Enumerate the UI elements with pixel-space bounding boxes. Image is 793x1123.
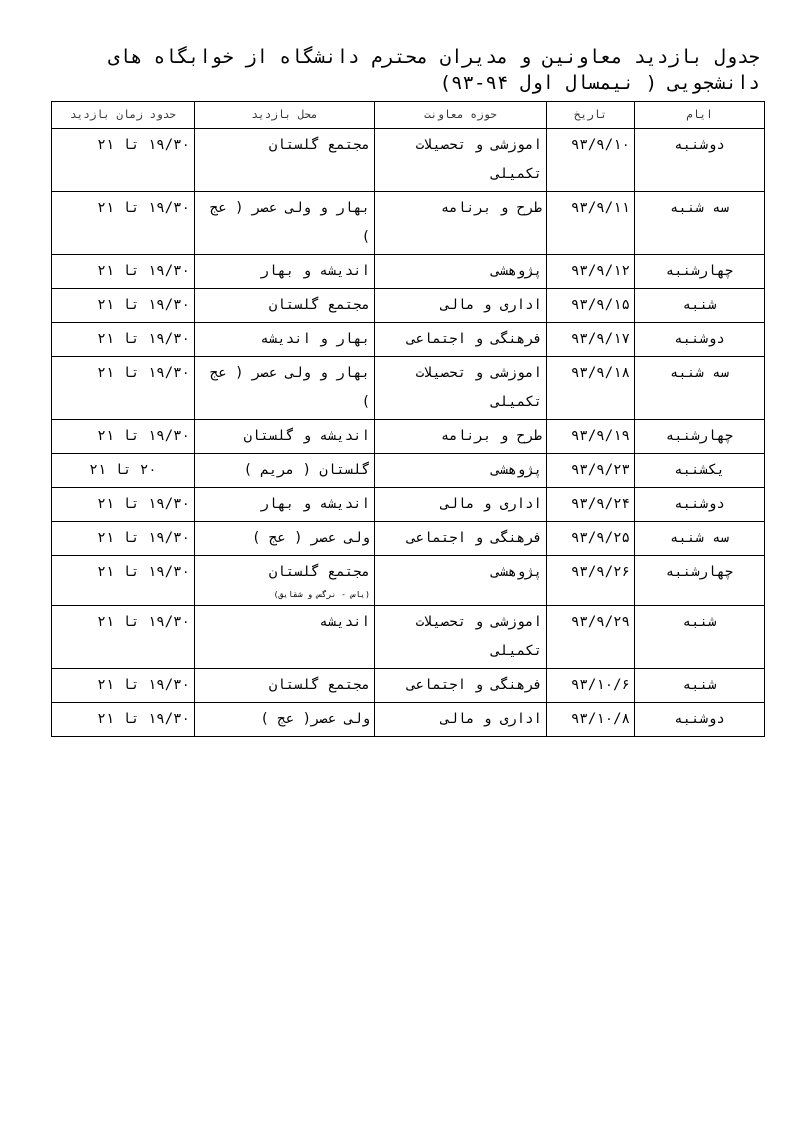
cell-time (52, 192, 195, 255)
cell-dept-text: اداری و مالی (440, 711, 542, 727)
table-row (52, 323, 765, 357)
cell-dept (375, 488, 547, 522)
cell-day (635, 289, 765, 323)
cell-date-text: ۹۳/۹/۱۵ (570, 297, 630, 313)
cell-dept-text: طرح و برنامه (440, 428, 542, 444)
cell-place (195, 556, 375, 606)
cell-place-text: بهار و ولی عصر ( عج ) (209, 365, 370, 410)
cell-dept (375, 454, 547, 488)
cell-place (195, 420, 375, 454)
table-row (52, 289, 765, 323)
cell-date (547, 606, 635, 669)
cell-time (52, 454, 195, 488)
cell-dept-text: اداری و مالی (440, 496, 542, 512)
cell-place-text: ولی عصر ( عج ) (251, 530, 370, 546)
table-row (52, 420, 765, 454)
cell-date (547, 454, 635, 488)
cell-date-text: ۹۳/۹/۲۳ (570, 462, 630, 478)
cell-time (52, 420, 195, 454)
cell-place (195, 606, 375, 669)
cell-date (547, 522, 635, 556)
cell-place (195, 289, 375, 323)
cell-place-text: بهار و ولی عصر ( عج ) (209, 200, 370, 245)
cell-dept-text: پژوهشی (491, 564, 542, 580)
cell-day-text: دوشنبه (674, 331, 725, 347)
table-row (52, 703, 765, 737)
table-row (52, 669, 765, 703)
table-row (52, 556, 765, 606)
cell-time-text: ۱۹/۳۰ تا ۲۱ (97, 200, 190, 216)
cell-date (547, 289, 635, 323)
cell-time (52, 606, 195, 669)
table-row (52, 488, 765, 522)
cell-date (547, 420, 635, 454)
cell-time (52, 703, 195, 737)
cell-date-text: ۹۳/۹/۱۰ (570, 137, 630, 153)
cell-day-text: شنبه (682, 297, 717, 313)
cell-dept (375, 420, 547, 454)
cell-place-text: بهار و اندیشه (260, 331, 370, 347)
cell-dept-text: اموزشی و تحصیلات تکمیلی (415, 137, 542, 182)
cell-time-text: ۱۹/۳۰ تا ۲۱ (97, 530, 190, 546)
cell-place (195, 357, 375, 420)
cell-day (635, 255, 765, 289)
cell-dept-text: اموزشی و تحصیلات تکمیلی (415, 365, 542, 410)
table-row (52, 192, 765, 255)
cell-day-text: چهارشنبه (665, 428, 734, 444)
cell-place (195, 488, 375, 522)
cell-date-text: ۹۳/۹/۱۲ (570, 263, 630, 279)
cell-day-text: سه شنبه (669, 530, 729, 546)
table-header-row (52, 102, 765, 129)
cell-day-text: سه شنبه (669, 365, 729, 381)
cell-day (635, 454, 765, 488)
cell-place-text: گلستان ( مریم ) (243, 462, 370, 478)
table-row (52, 606, 765, 669)
cell-place (195, 192, 375, 255)
cell-date (547, 357, 635, 420)
cell-day (635, 606, 765, 669)
cell-dept (375, 323, 547, 357)
visit-schedule-table (51, 101, 765, 737)
cell-day (635, 669, 765, 703)
cell-time-text: ۱۹/۳۰ تا ۲۱ (97, 677, 190, 693)
cell-day (635, 323, 765, 357)
header-place: محل بازدید (195, 102, 375, 129)
cell-date-text: ۹۳/۱۰/۶ (570, 677, 630, 693)
cell-time (52, 669, 195, 703)
cell-place (195, 522, 375, 556)
cell-time-text: ۱۹/۳۰ تا ۲۱ (97, 263, 190, 279)
cell-time-text: ۱۹/۳۰ تا ۲۱ (97, 496, 190, 512)
cell-dept-text: پژوهشی (491, 263, 542, 279)
cell-date (547, 192, 635, 255)
cell-place (195, 669, 375, 703)
cell-place-text: ولی عصر( عج ) (260, 711, 370, 727)
cell-place (195, 255, 375, 289)
cell-date-text: ۹۳/۹/۲۶ (570, 564, 630, 580)
cell-dept-text: اداری و مالی (440, 297, 542, 313)
title-line-2: دانشجویی ( نیمسال اول ۹۴-۹۳) (439, 72, 760, 94)
table-row (52, 129, 765, 192)
cell-dept-text: اموزشی و تحصیلات تکمیلی (415, 614, 542, 659)
cell-day (635, 522, 765, 556)
cell-place-text: مجتمع گلستان (268, 564, 370, 580)
table-row (52, 255, 765, 289)
cell-day-text: دوشنبه (674, 496, 725, 512)
cell-date (547, 129, 635, 192)
cell-place (195, 703, 375, 737)
cell-day (635, 488, 765, 522)
table-body (52, 129, 765, 737)
cell-dept-text: فرهنگی و اجتماعی (407, 530, 542, 546)
cell-time-text: ۱۹/۳۰ تا ۲۱ (97, 428, 190, 444)
cell-place-text: اندیشه و بهار (260, 496, 370, 512)
cell-place (195, 129, 375, 192)
header-time: حدود زمان بازدید (52, 102, 195, 129)
cell-dept (375, 192, 547, 255)
cell-time-text: ۱۹/۳۰ تا ۲۱ (97, 365, 190, 381)
cell-time (52, 522, 195, 556)
cell-date (547, 703, 635, 737)
cell-date-text: ۹۳/۹/۲۵ (570, 530, 630, 546)
cell-date-text: ۹۳/۹/۲۹ (570, 614, 630, 630)
cell-day (635, 556, 765, 606)
cell-time-text: ۱۹/۳۰ تا ۲۱ (97, 297, 190, 313)
cell-date-text: ۹۳/۹/۱۸ (570, 365, 630, 381)
cell-date-text: ۹۳/۹/۱۹ (570, 428, 630, 444)
cell-date-text: ۹۳/۹/۱۷ (570, 331, 630, 347)
cell-dept (375, 703, 547, 737)
cell-day-text: دوشنبه (674, 137, 725, 153)
cell-dept (375, 606, 547, 669)
cell-date (547, 556, 635, 606)
table-row (52, 454, 765, 488)
cell-dept-text: پژوهشی (491, 462, 542, 478)
cell-place-text: مجتمع گلستان (268, 297, 370, 313)
cell-day-text: چهارشنبه (665, 263, 734, 279)
cell-dept (375, 556, 547, 606)
cell-date (547, 488, 635, 522)
header-dept: حوزه معاونت (375, 102, 547, 129)
cell-day-text: دوشنبه (674, 711, 725, 727)
cell-place-text: اندیشه (319, 614, 370, 630)
cell-place-text: مجتمع گلستان (268, 677, 370, 693)
cell-dept (375, 129, 547, 192)
cell-time (52, 556, 195, 606)
cell-time (52, 289, 195, 323)
cell-day-text: یکشنبه (674, 462, 725, 478)
cell-time (52, 323, 195, 357)
table-row (52, 522, 765, 556)
cell-date (547, 323, 635, 357)
cell-date-text: ۹۳/۱۰/۸ (570, 711, 630, 727)
cell-dept-text: طرح و برنامه (440, 200, 542, 216)
cell-place (195, 454, 375, 488)
cell-day (635, 420, 765, 454)
cell-date (547, 255, 635, 289)
cell-dept-text: فرهنگی و اجتماعی (407, 677, 542, 693)
cell-day-text: سه شنبه (669, 200, 729, 216)
cell-dept (375, 255, 547, 289)
cell-time-text: ۱۹/۳۰ تا ۲۱ (97, 711, 190, 727)
cell-dept (375, 357, 547, 420)
cell-date (547, 669, 635, 703)
cell-day (635, 129, 765, 192)
cell-time (52, 255, 195, 289)
header-date: تاریخ (547, 102, 635, 129)
cell-dept (375, 669, 547, 703)
cell-day-text: چهارشنبه (665, 564, 734, 580)
cell-date-text: ۹۳/۹/۱۱ (570, 200, 630, 216)
header-day: ایام (635, 102, 765, 129)
cell-day-text: شنبه (682, 677, 717, 693)
cell-time-text: ۱۹/۳۰ تا ۲۱ (97, 331, 190, 347)
page-title (40, 44, 760, 96)
cell-time (52, 357, 195, 420)
cell-day (635, 357, 765, 420)
cell-place-text: اندیشه و بهار (260, 263, 370, 279)
title-line-1: جدول بازدید معاونین و مدیران محترم دانشگاه از خوابگاه های (107, 46, 760, 68)
cell-dept (375, 289, 547, 323)
cell-place-text: اندیشه و گلستان (243, 428, 370, 444)
cell-time-text: ۱۹/۳۰ تا ۲۱ (97, 564, 190, 580)
cell-place-text: مجتمع گلستان (268, 137, 370, 153)
table-row (52, 357, 765, 420)
cell-place (195, 323, 375, 357)
cell-dept (375, 522, 547, 556)
cell-time-text: ۱۹/۳۰ تا ۲۱ (97, 614, 190, 630)
cell-time-text: ۲۰ تا ۲۱ (89, 462, 157, 478)
cell-date-text: ۹۳/۹/۲۴ (570, 496, 630, 512)
cell-day-text: شنبه (682, 614, 717, 630)
cell-day (635, 703, 765, 737)
cell-day (635, 192, 765, 255)
cell-dept-text: فرهنگی و اجتماعی (407, 331, 542, 347)
cell-time-text: ۱۹/۳۰ تا ۲۱ (97, 137, 190, 153)
cell-time (52, 129, 195, 192)
cell-time (52, 488, 195, 522)
cell-place-note: (یاس - نرگس و شقایق) (273, 590, 370, 599)
